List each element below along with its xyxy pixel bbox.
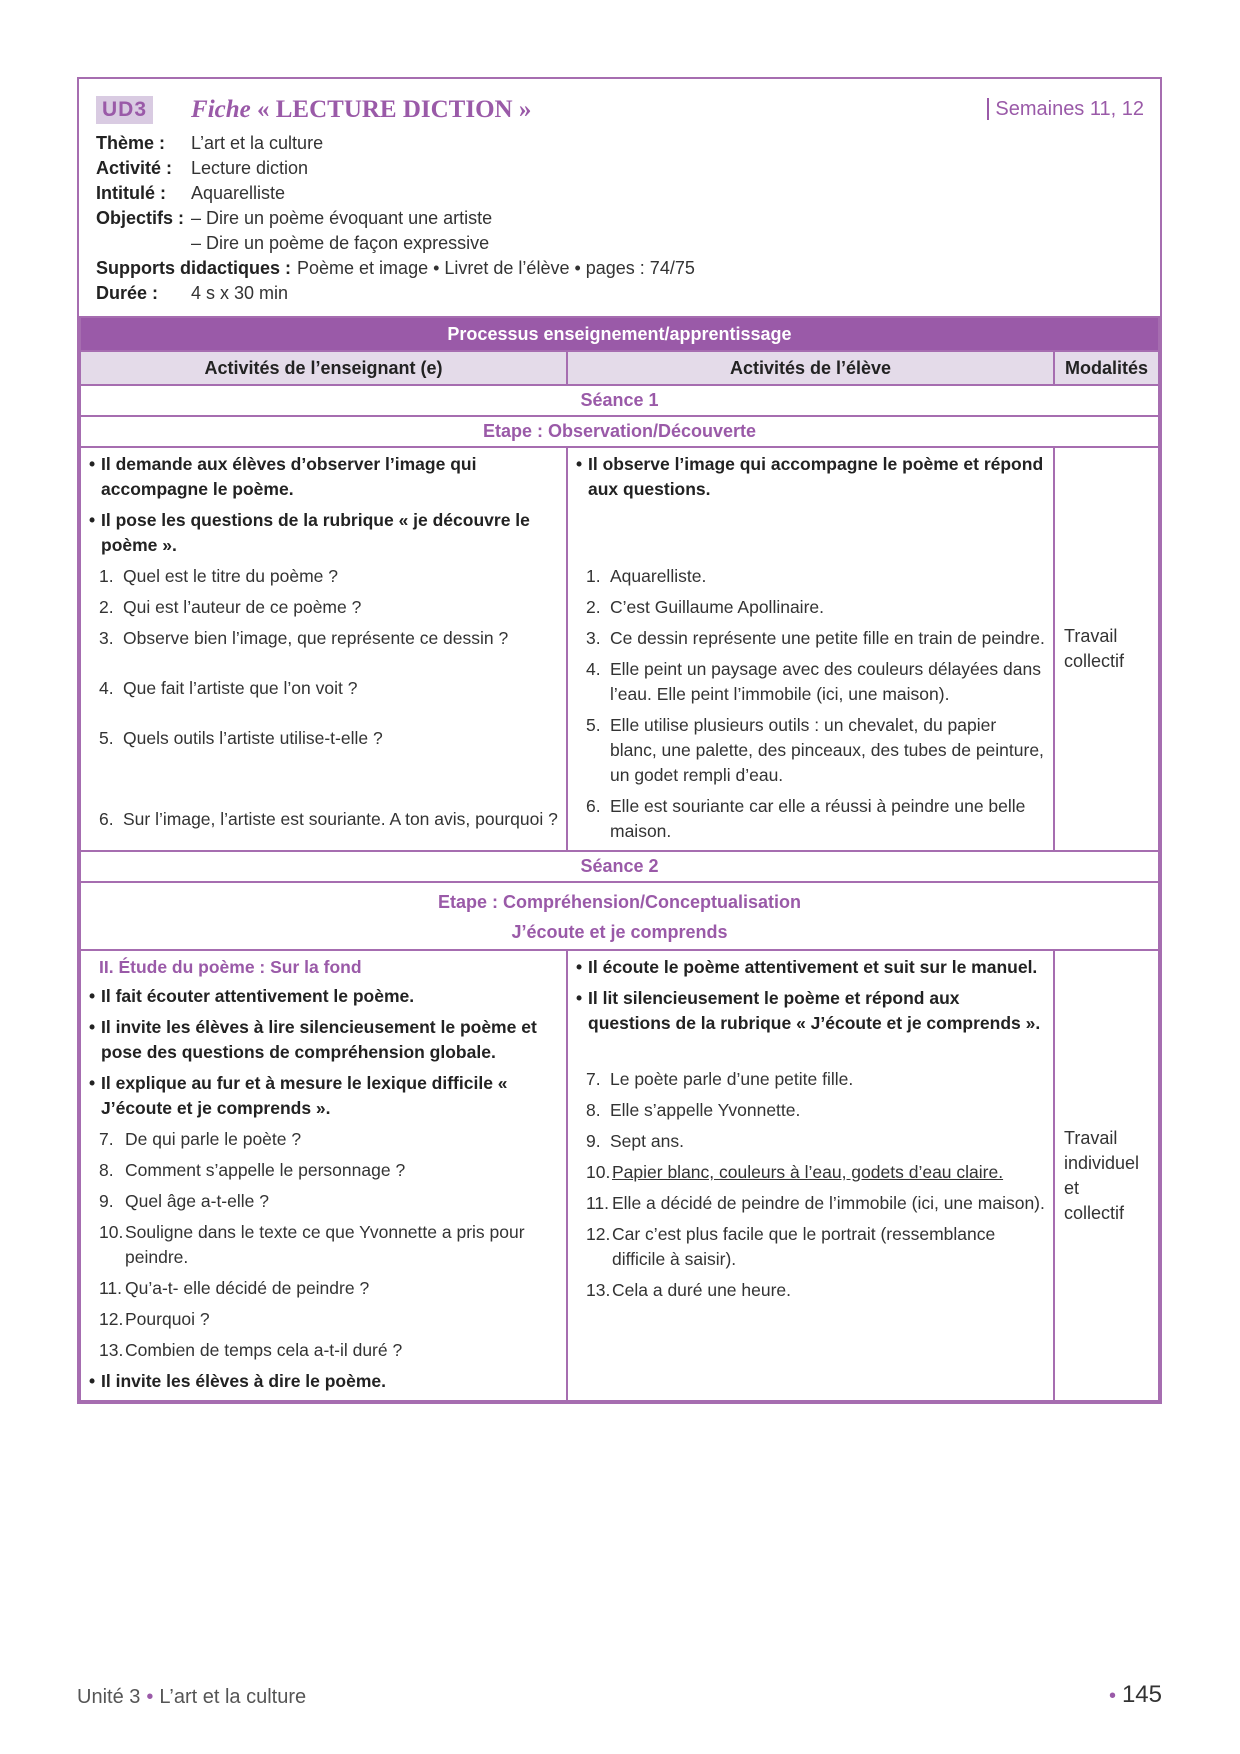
question-text: Souligne dans le texte ce que Yvonnette a pris pour peindre. bbox=[125, 1222, 525, 1267]
question-number: 10. bbox=[99, 1222, 124, 1242]
question-item bbox=[99, 626, 558, 651]
seance-2-etape: Etape : Compréhension/Conceptualisation bbox=[437, 892, 802, 912]
answer-item bbox=[586, 713, 1045, 788]
question-text: De qui parle le poète ? bbox=[125, 1129, 302, 1149]
footer-theme-label: L’art et la culture bbox=[159, 1686, 307, 1708]
question-text: Pourquoi ? bbox=[125, 1309, 210, 1329]
question-number: 12. bbox=[99, 1309, 124, 1329]
title-word: Fiche bbox=[191, 96, 251, 123]
intitule-value: Aquarelliste bbox=[191, 183, 286, 203]
answer-text: Ce dessin représente une petite fille en train de peindre. bbox=[610, 628, 1045, 648]
seance-1-title: Séance 1 bbox=[80, 385, 1159, 416]
student-bullet: • Il observe l’image qui accompagne le poème et répond aux questions. bbox=[576, 452, 1045, 502]
answer-item bbox=[586, 564, 1045, 589]
answer-item bbox=[586, 1160, 1045, 1185]
answer-text: C’est Guillaume Apollinaire. bbox=[610, 597, 824, 617]
question-text: Comment s’appelle le personnage ? bbox=[125, 1160, 406, 1180]
theme-label: Thème : bbox=[96, 133, 166, 153]
answer-text: Elle utilise plusieurs outils : un chevalet, du papier blanc, une palette, des pinceaux, des tubes de peinture, un godet rempli d’eau. bbox=[610, 715, 1044, 785]
answer-item bbox=[586, 626, 1045, 651]
seance-2-subtitle: J’écoute et je comprends bbox=[511, 922, 728, 942]
info-block bbox=[96, 131, 1144, 306]
modalite-line: collectif bbox=[1064, 651, 1125, 671]
teacher-bullet: • Il fait écouter attentivement le poème. bbox=[89, 984, 558, 1009]
bullet-icon: • bbox=[146, 1686, 154, 1708]
modalite-line: et bbox=[1064, 1177, 1080, 1198]
question-item bbox=[99, 1189, 558, 1214]
question-item bbox=[99, 807, 558, 832]
question-text: Combien de temps cela a-t-il duré ? bbox=[125, 1340, 403, 1360]
answer-item bbox=[586, 1191, 1045, 1216]
activite-value: Lecture diction bbox=[191, 158, 309, 178]
question-text: Quel est le titre du poème ? bbox=[123, 566, 338, 586]
answer-text: Papier blanc, couleurs à l’eau, godets d’eau claire. bbox=[612, 1162, 1004, 1182]
lesson-sheet bbox=[77, 77, 1162, 1404]
page-number-value: 145 bbox=[1121, 1681, 1162, 1708]
question-item bbox=[99, 564, 558, 589]
intitule-label: Intitulé : bbox=[96, 183, 166, 203]
answer-number: 10. bbox=[586, 1162, 611, 1182]
answer-item bbox=[586, 657, 1045, 707]
objectifs-label: Objectifs : bbox=[96, 208, 185, 228]
section-subtitle: II. Étude du poème : Sur la fond bbox=[99, 957, 362, 977]
answer-number: 13. bbox=[586, 1280, 611, 1300]
teacher-bullet: • Il invite les élèves à dire le poème. bbox=[89, 1369, 558, 1394]
question-text: Quels outils l’artiste utilise-t-elle ? bbox=[123, 728, 383, 748]
question-item bbox=[99, 1158, 558, 1183]
question-text: Qu’a-t- elle décidé de peindre ? bbox=[125, 1278, 370, 1298]
question-item bbox=[99, 1276, 558, 1301]
answer-text: Sept ans. bbox=[610, 1131, 684, 1151]
modalite-text bbox=[1056, 624, 1157, 674]
teacher-bullet: • Il explique au fur et à mesure le lexique difficile « J’écoute et je comprends ». bbox=[89, 1071, 558, 1121]
question-item bbox=[99, 1338, 558, 1363]
supports-value: Poème et image • Livret de l’élève • pages : 74/75 bbox=[297, 258, 695, 278]
answer-number: 7. bbox=[586, 1069, 601, 1089]
footer-unit bbox=[77, 1686, 306, 1709]
seance-1-teacher-cell bbox=[80, 447, 567, 851]
question-item bbox=[99, 1127, 558, 1152]
modalite-line: individuel bbox=[1064, 1152, 1140, 1173]
question-number: 6. bbox=[99, 809, 114, 829]
question-text: Sur l’image, l’artiste est souriante. A ton avis, pourquoi ? bbox=[123, 809, 558, 829]
question-number: 4. bbox=[99, 678, 114, 698]
question-text: Quel âge a-t-elle ? bbox=[125, 1191, 269, 1211]
modalite-line: Travail bbox=[1064, 626, 1118, 646]
question-text: Que fait l’artiste que l’on voit ? bbox=[123, 678, 358, 698]
answer-text: Aquarelliste. bbox=[610, 566, 707, 586]
answer-number: 1. bbox=[586, 566, 601, 586]
col-teacher-header: Activités de l’enseignant (e) bbox=[80, 351, 567, 385]
answer-number: 4. bbox=[586, 659, 601, 679]
sheet-header bbox=[79, 79, 1160, 316]
answer-number: 12. bbox=[586, 1224, 611, 1244]
modalite-line: collectif bbox=[1064, 1202, 1125, 1223]
seance-2-etape-block bbox=[80, 882, 1159, 950]
answer-item bbox=[586, 1278, 1045, 1303]
answer-item bbox=[586, 794, 1045, 844]
student-bullet: • Il écoute le poème attentivement et suit sur le manuel. bbox=[576, 955, 1045, 980]
question-number: 7. bbox=[99, 1129, 114, 1149]
teacher-bullet: • Il demande aux élèves d’observer l’image qui accompagne le poème. bbox=[89, 452, 558, 502]
question-number: 9. bbox=[99, 1191, 114, 1211]
answer-number: 11. bbox=[586, 1193, 610, 1213]
teacher-bullet: • Il invite les élèves à lire silencieusement le poème et pose des questions de compréhension globale. bbox=[89, 1015, 558, 1065]
theme-value: L’art et la culture bbox=[191, 133, 324, 153]
question-number: 2. bbox=[99, 597, 114, 617]
answer-item bbox=[586, 1067, 1045, 1092]
answer-item bbox=[586, 1129, 1045, 1154]
seance-1-student-cell bbox=[567, 447, 1054, 851]
student-bullet: • Il lit silencieusement le poème et répond aux questions de la rubrique « J’écoute et je comprends ». bbox=[576, 986, 1045, 1036]
process-table bbox=[79, 316, 1160, 1402]
question-item bbox=[99, 595, 558, 620]
seance-2-title: Séance 2 bbox=[80, 851, 1159, 882]
question-item bbox=[99, 1307, 558, 1332]
seance-1-modalites-cell bbox=[1054, 447, 1159, 851]
sheet-title bbox=[191, 96, 531, 124]
bullet-icon: • bbox=[1108, 1685, 1116, 1707]
answer-text: Elle a décidé de peindre de l’immobile (ici, une maison). bbox=[612, 1193, 1045, 1213]
seance-2-modalites-cell bbox=[1054, 950, 1159, 1401]
question-number: 3. bbox=[99, 628, 114, 648]
question-item bbox=[99, 1220, 558, 1270]
answer-number: 5. bbox=[586, 715, 601, 735]
objectif-1: – Dire un poème évoquant une artiste bbox=[191, 208, 493, 228]
footer-unit-label: Unité 3 bbox=[77, 1686, 141, 1708]
answer-text: Elle est souriante car elle a réussi à peindre une belle maison. bbox=[610, 796, 1026, 841]
page-number bbox=[1109, 1681, 1162, 1709]
question-item bbox=[99, 676, 558, 701]
answer-text: Le poète parle d’une petite fille. bbox=[610, 1069, 854, 1089]
question-text: Qui est l’auteur de ce poème ? bbox=[123, 597, 362, 617]
modalite-line: Travail bbox=[1064, 1127, 1118, 1148]
supports-label: Supports didactiques : bbox=[96, 258, 292, 278]
answer-text: Elle peint un paysage avec des couleurs délayées dans l’eau. Elle peint l’immobile (ici, une maison). bbox=[610, 659, 1041, 704]
question-number: 11. bbox=[99, 1278, 123, 1298]
question-number: 5. bbox=[99, 728, 114, 748]
question-number: 1. bbox=[99, 566, 114, 586]
answer-number: 6. bbox=[586, 796, 601, 816]
answer-item bbox=[586, 1098, 1045, 1123]
answer-text: Cela a duré une heure. bbox=[612, 1280, 792, 1300]
question-text: Observe bien l’image, que représente ce dessin ? bbox=[123, 628, 509, 648]
col-student-header: Activités de l’élève bbox=[567, 351, 1054, 385]
unit-badge: UD3 bbox=[96, 96, 153, 124]
answer-number: 2. bbox=[586, 597, 601, 617]
answer-item bbox=[586, 595, 1045, 620]
answer-number: 3. bbox=[586, 628, 601, 648]
process-band: Processus enseignement/apprentissage bbox=[80, 317, 1159, 351]
objectif-2: – Dire un poème de façon expressive bbox=[191, 233, 490, 253]
question-number: 8. bbox=[99, 1160, 114, 1180]
modalite-text bbox=[1056, 1126, 1157, 1226]
duree-value: 4 s x 30 min bbox=[191, 283, 289, 303]
question-number: 13. bbox=[99, 1340, 124, 1360]
answer-number: 8. bbox=[586, 1100, 601, 1120]
col-modalites-header: Modalités bbox=[1054, 351, 1159, 385]
answer-text: Car c’est plus facile que le portrait (ressemblance difficile à saisir). bbox=[612, 1224, 996, 1269]
question-item bbox=[99, 726, 558, 751]
teacher-bullet: • Il pose les questions de la rubrique « je découvre le poème ». bbox=[89, 508, 558, 558]
activite-label: Activité : bbox=[96, 158, 173, 178]
answer-text: Elle s’appelle Yvonnette. bbox=[610, 1100, 801, 1120]
seance-1-etape: Etape : Observation/Découverte bbox=[80, 416, 1159, 447]
duree-label: Durée : bbox=[96, 283, 159, 303]
answer-number: 9. bbox=[586, 1131, 601, 1151]
answer-item bbox=[586, 1222, 1045, 1272]
weeks-label: Semaines 11, 12 bbox=[987, 98, 1144, 120]
seance-2-student-cell bbox=[567, 950, 1054, 1401]
title-rest: « LECTURE DICTION » bbox=[256, 96, 532, 123]
seance-2-teacher-cell bbox=[80, 950, 567, 1401]
